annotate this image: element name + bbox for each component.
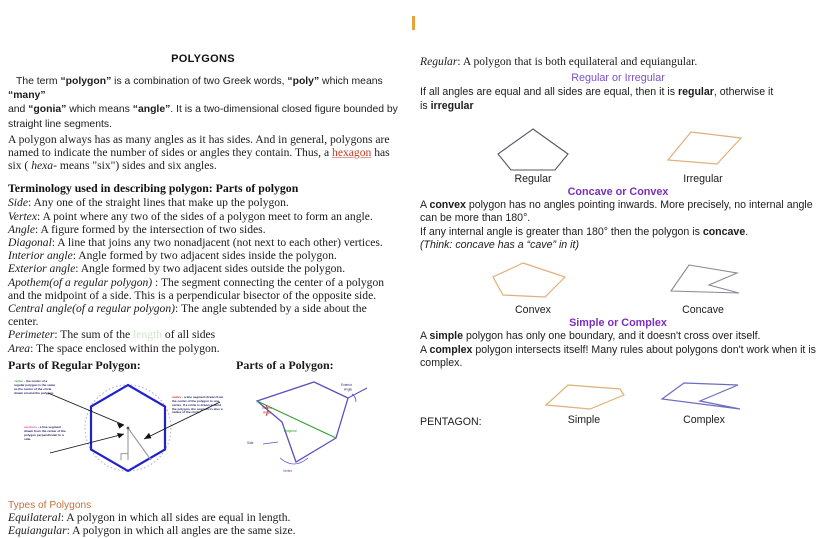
term-def: Any one of the straight lines that make up the polygon.: [33, 196, 289, 210]
term-sep: :: [72, 249, 79, 263]
term-sep: :: [75, 262, 81, 276]
diagonal-label: Diagonal: [284, 428, 297, 433]
vertex-label: Vertex: [283, 468, 293, 473]
paragraph-naming: [8, 133, 398, 173]
convex-concave-shapes: [412, 259, 824, 316]
naming-text-b: has six (: [8, 146, 390, 173]
term-def: A line that joins any two nonadjacent (not next to each other) vertices.: [57, 236, 383, 250]
regular-irregular-shapes: [412, 124, 824, 185]
irregular-quad-svg: [643, 124, 763, 172]
cc-text-1: A: [420, 198, 430, 211]
term-def: : The space enclosed within the polygon.: [30, 341, 220, 355]
apothem-description: - a line segment drawn from the center of the polygon perpendicular to a side.: [24, 424, 66, 441]
center-dot: [127, 426, 130, 429]
orange-edit-marker: [412, 16, 415, 30]
simple-or-complex-heading: Simple or Complex: [569, 316, 667, 329]
term-def: A point where any two of the sides of a polygon meet to form an angle.: [42, 209, 373, 223]
reg-irr-bold-irregular: irregular: [430, 100, 474, 112]
intro-term-polygon: “polygon”: [60, 76, 112, 87]
term-diagonal: [8, 236, 398, 249]
term-vertex: [8, 210, 398, 223]
intro-paragraph: [8, 75, 398, 132]
cc-text-3: If any internal angle is greater than 180° then the polygon is: [420, 225, 703, 238]
center-description: - the center of a regular polygon is the same as the center of the circle drawn around the polygon.: [14, 378, 56, 395]
reg-irr-text-1: If all angles are equal and all sides are equal, then it is: [420, 86, 678, 99]
parts-of-a-polygon-heading: Parts of a Polygon:: [236, 357, 334, 372]
regular-or-irregular-heading: Regular or Irregular: [571, 72, 665, 85]
concave-polygon-shape: [671, 265, 739, 293]
radius-arrowhead: [144, 433, 151, 439]
term-label: Area: [8, 341, 31, 355]
reg-irr-bold-regular: regular: [677, 86, 714, 99]
exterior-angle-label-line1: Exterior: [341, 382, 352, 387]
intro-text-6: . It is a two-dimensional closed figure bounded by: [170, 104, 398, 116]
right-column: [412, 0, 824, 503]
simple-pentagon-shape: [546, 385, 624, 409]
type-label: Equilateral: [8, 510, 61, 524]
intro-text-7: straight line segments.: [8, 118, 112, 130]
term-angle: [8, 223, 398, 236]
parts-of-polygon-diagram: [236, 376, 396, 480]
shape-caption-complex: Complex: [683, 413, 725, 426]
cc-think-note: (Think: concave has a “cave” in it): [420, 239, 579, 252]
term-label: Apothem(of a regular polygon): [8, 275, 153, 289]
simple-complex-body: [412, 330, 824, 371]
term-label: Diagonal: [8, 236, 52, 250]
term-sep: :: [36, 209, 43, 223]
reg-irr-text-3: is: [420, 100, 431, 112]
term-label: Side: [8, 196, 28, 210]
term-label: Perimeter: [8, 328, 55, 342]
intro-term-gonia: “gonia”: [28, 104, 67, 116]
shape-caption-irregular: Irregular: [683, 172, 723, 185]
term-perimeter: [8, 328, 398, 341]
reg-irr-text-2: , otherwise it: [713, 86, 774, 99]
cc-bold-convex: convex: [429, 198, 466, 211]
cc-bold-concave: concave: [702, 225, 746, 238]
radius-description: - a line segment drawn from the center of the polygon to one vertex. If a circle is drawn around the polygon, the segment is also a radius of the circle.: [172, 394, 224, 415]
regular-pentagon-svg: [473, 124, 593, 172]
shape-convex: [473, 259, 593, 316]
term-side: [8, 196, 398, 209]
intro-term-poly: “poly”: [287, 76, 320, 87]
type-def: : A polygon in which all angles are the same size.: [66, 524, 296, 538]
term-area: [8, 342, 398, 355]
intro-text-5: which means: [66, 104, 133, 116]
type-equilateral: [8, 511, 398, 524]
left-column: [8, 0, 398, 538]
simple-complex-shapes: [412, 379, 824, 439]
type-equiangular: [8, 524, 398, 537]
shape-irregular: [643, 124, 763, 185]
term-label: Central angle(of a regular polygon): [8, 302, 176, 316]
term-def: Angle formed by two adjacent sides inside the polygon.: [78, 249, 337, 263]
term-label: Exterior angle: [8, 262, 76, 276]
term-def-post: of all sides: [162, 328, 216, 342]
side-leader: [263, 442, 278, 444]
right-angle-mark: [121, 453, 128, 460]
cc-text-2: polygon has no angles pointing inwards. More precisely, no internal angle can be more than 180°.: [420, 198, 813, 225]
terminology-heading: Terminology used in describing polygon: Parts of polygon: [8, 181, 299, 196]
convex-pentagon-shape: [493, 263, 565, 297]
term-def: A figure formed by the intersection of two sides.: [40, 222, 266, 236]
type-def: : A polygon in which all sides are equal in length.: [60, 510, 291, 524]
shape-regular: [473, 124, 593, 185]
shape-caption-simple: Simple: [567, 413, 601, 426]
interior-angle-label-line2: Angle: [263, 410, 272, 415]
shape-complex: [644, 379, 764, 426]
radius-line: [128, 428, 151, 460]
page-title: POLYGONS: [171, 53, 235, 65]
convex-pentagon-svg: [473, 259, 593, 303]
shape-concave: [643, 259, 763, 316]
apothem-keyword: apothem: [24, 424, 37, 429]
regular-definition: [412, 55, 824, 68]
term-sep: :: [152, 275, 161, 289]
regular-irregular-body: [412, 86, 824, 113]
term-def-pre: : The sum of the: [54, 328, 134, 342]
naming-text-a: A polygon always has as many angles as it has sides. And in general, polygons are named to indicate the number of sides or angles they contain. Thus, a: [8, 132, 390, 160]
shape-caption-concave: Concave: [682, 303, 724, 316]
term-apothem: [8, 276, 398, 302]
intro-term-angle: “angle”: [132, 104, 171, 116]
intro-text-3: which means: [319, 76, 383, 87]
center-keyword: center: [14, 378, 24, 383]
intro-text-1: The term: [16, 76, 61, 87]
term-exterior-angle: [8, 262, 398, 275]
apothem-annotation: [24, 426, 68, 442]
intro-text-2: is a combination of two Greek words,: [111, 76, 288, 87]
term-label: Angle: [8, 222, 36, 236]
term-central-angle: [8, 302, 398, 328]
term-def: The segment connecting the center of a polygon and the midpoint of a side. This is a perpendicular bisector of the opposite side.: [8, 275, 385, 302]
term-label: Vertex: [8, 209, 37, 223]
sc-text-3: A: [420, 343, 430, 356]
term-sep: :: [27, 196, 34, 210]
types-list: [8, 511, 398, 538]
intro-term-many: “many”: [8, 90, 46, 102]
term-def: The angle subtended by a side about the center.: [8, 302, 367, 329]
side-label: Side: [247, 440, 254, 445]
concave-shape-svg: [643, 259, 763, 303]
shape-caption-regular: Regular: [514, 172, 552, 185]
term-sep: :: [35, 222, 41, 236]
term-interior-angle: [8, 249, 398, 262]
hexagon-link[interactable]: hexagon: [332, 146, 372, 160]
interior-angle-label-line1: Interior: [262, 405, 272, 410]
faded-word-length: length: [133, 328, 163, 342]
regular-pentagon-shape: [498, 129, 568, 170]
regular-term-def: : A polygon that is both equilateral and equiangular.: [457, 55, 698, 68]
term-def: Angle formed by two adjacent sides outside the polygon.: [80, 262, 346, 276]
center-leader: [48, 393, 124, 425]
parts-headers-row: [8, 358, 398, 374]
term-sep: :: [175, 302, 181, 316]
center-annotation: [14, 380, 58, 396]
concave-or-convex-heading: Concave or Convex: [567, 185, 669, 198]
sc-bold-complex: complex: [429, 343, 473, 356]
term-label: Interior angle: [8, 249, 73, 263]
radius-annotation: [172, 396, 224, 416]
complex-pentagon-svg: [644, 379, 764, 413]
radius-keyword: radius: [172, 394, 182, 399]
irregular-quad-shape: [668, 132, 741, 164]
sc-text-1: A: [420, 329, 430, 342]
type-label: Equiangular: [8, 524, 67, 538]
concave-convex-body: [412, 199, 824, 253]
regular-term-label: Regular: [420, 55, 458, 68]
cc-text-4: .: [745, 225, 749, 238]
shape-caption-convex: Convex: [515, 303, 551, 316]
naming-italic-hexa: hexa-: [31, 159, 57, 173]
pentagon-prefix-label: PENTAGON:: [420, 415, 482, 428]
parts-of-regular-polygon-heading: Parts of Regular Polygon:: [8, 357, 141, 372]
naming-text-c: means "six") sides and six angles.: [56, 159, 217, 173]
intro-text-4: and: [8, 104, 29, 116]
diagrams-row: [8, 376, 398, 482]
simple-pentagon-svg: [524, 379, 644, 413]
exterior-angle-label-line2: Angle: [344, 387, 353, 392]
complex-pentagon-shape: [662, 383, 740, 409]
sc-bold-simple: simple: [429, 329, 463, 342]
sc-text-4: polygon intersects itself! Many rules about polygons don't work when it is complex.: [420, 343, 816, 370]
types-of-polygons-heading: Types of Polygons: [8, 499, 92, 511]
sc-text-2: polygon has only one boundary, and it doesn't cross over itself.: [463, 329, 761, 342]
vertex-bracket: [280, 458, 308, 464]
shape-simple: [524, 379, 644, 426]
terminology-list: [8, 196, 398, 354]
term-sep: :: [51, 236, 58, 250]
